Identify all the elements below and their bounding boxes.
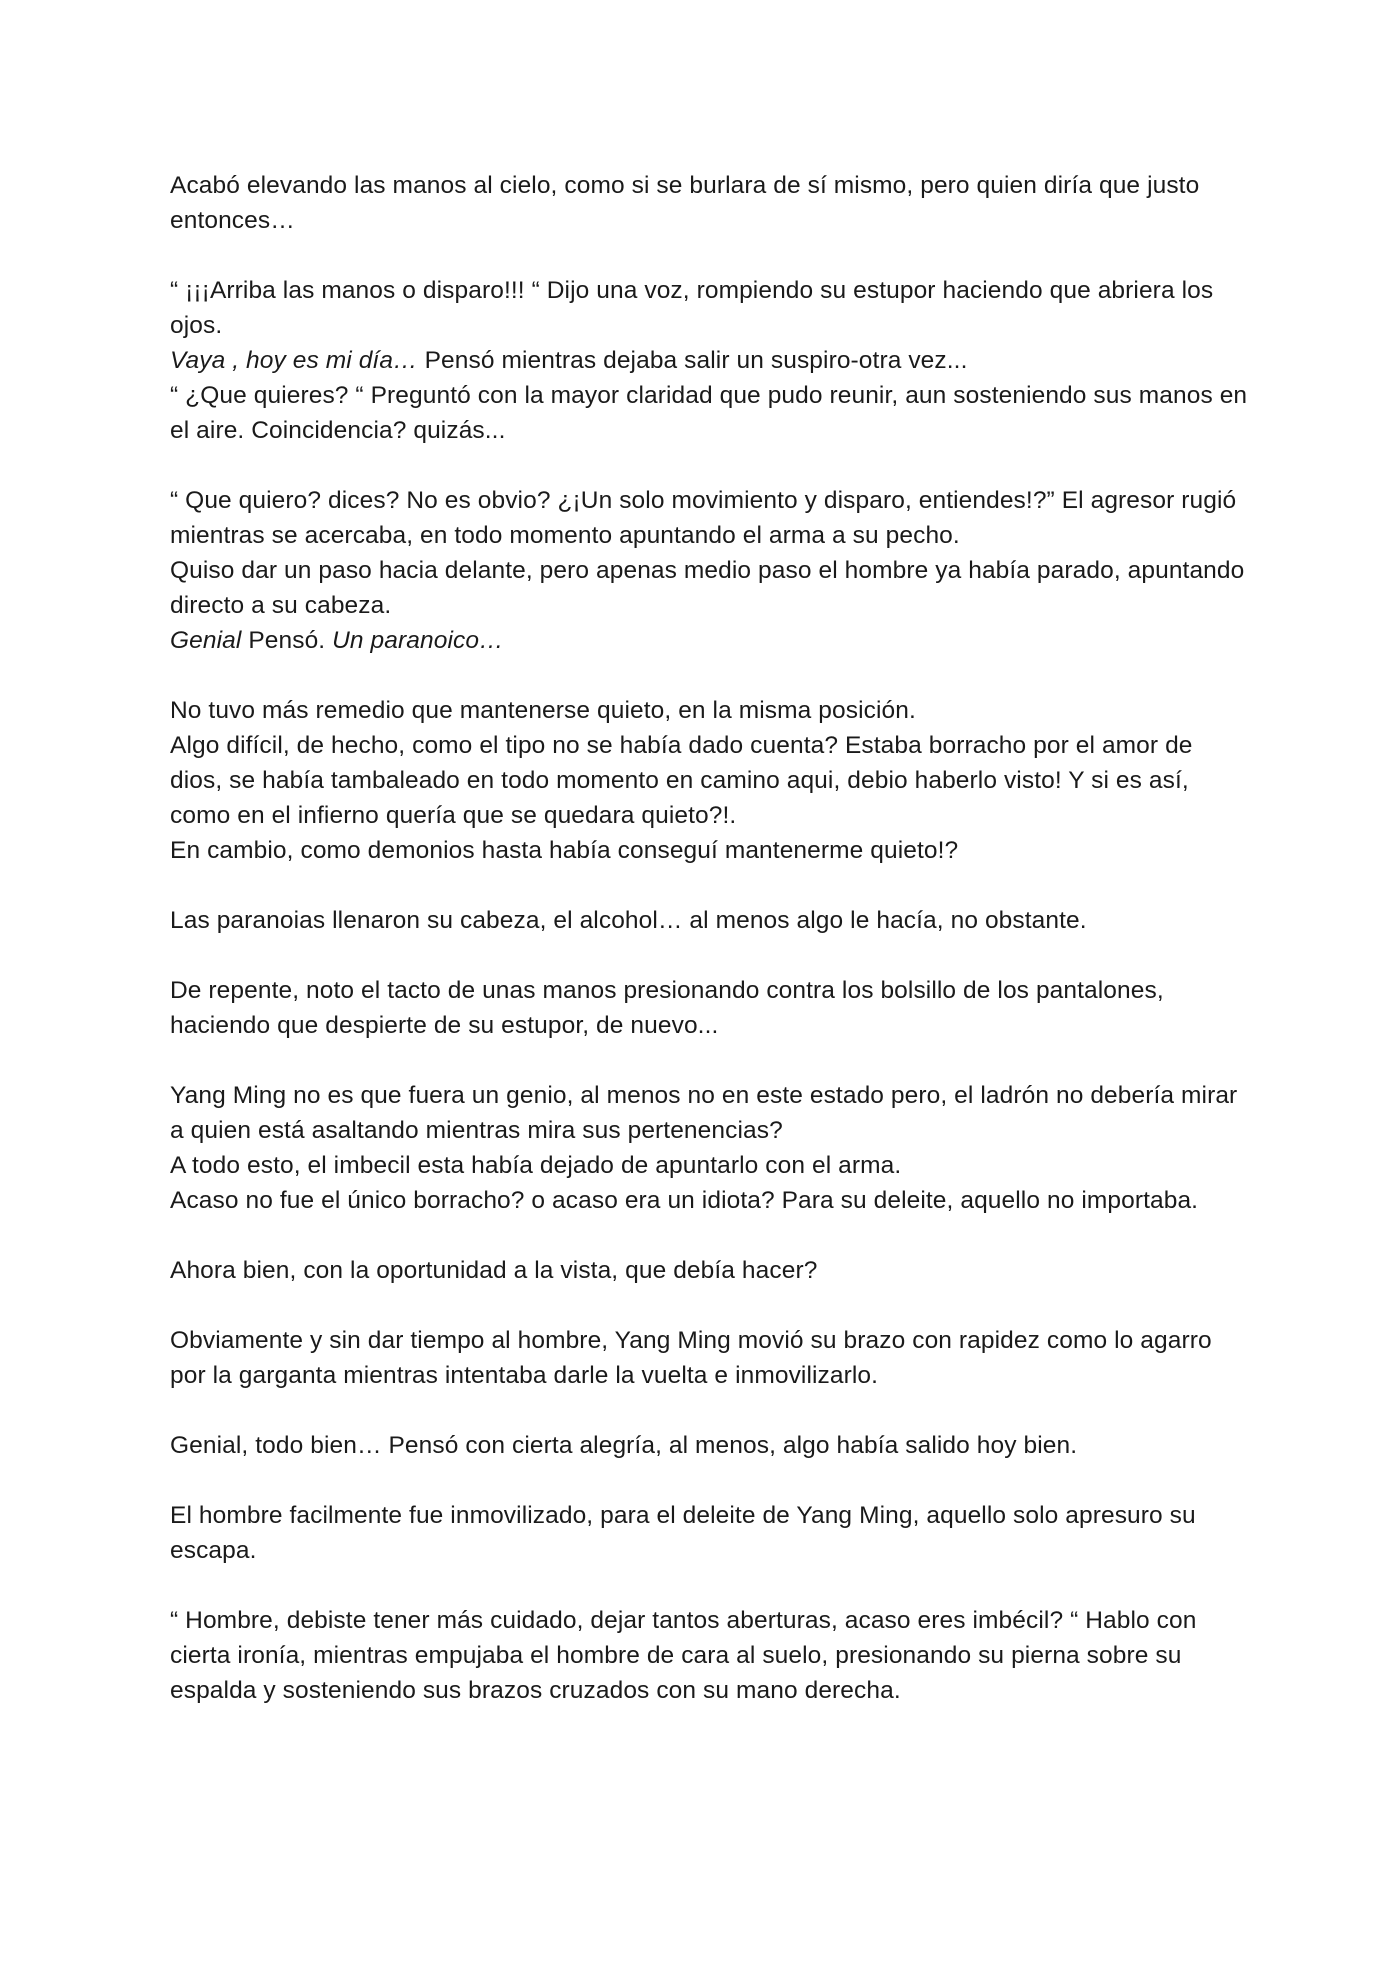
text-line <box>170 1183 1250 1218</box>
paragraph <box>170 1253 1250 1288</box>
text-segment: En cambio, como demonios hasta había conseguí mantenerme quieto!? <box>170 837 959 864</box>
text-line <box>170 1078 1250 1148</box>
text-segment: Pensó. <box>241 627 333 654</box>
text-segment: Quiso dar un paso hacia delante, pero apenas medio paso el hombre ya había parado, apuntando directo a su cabeza. <box>170 557 1245 619</box>
text-line <box>170 833 1250 868</box>
paragraph <box>170 1428 1250 1463</box>
text-line <box>170 1148 1250 1183</box>
text-segment: Genial, todo bien… Pensó con cierta alegría, al menos, algo había salido hoy bien. <box>170 1432 1078 1459</box>
text-line <box>170 728 1250 833</box>
text-line <box>170 1428 1250 1463</box>
text-segment: Algo difícil, de hecho, como el tipo no se había dado cuenta? Estaba borracho por el amor de dios, se había tambaleado en todo momento en camino aqui, debio haberlo visto! Y si es así, como en el infierno quería que se quedara quieto?!. <box>170 732 1193 829</box>
text-segment: De repente, noto el tacto de unas manos presionando contra los bolsillo de los pantalones, haciendo que despierte de su estupor, de nuevo... <box>170 977 1164 1039</box>
text-line <box>170 1498 1250 1568</box>
text-segment: “ ¡¡¡Arriba las manos o disparo!!! “ Dijo una voz, rompiendo su estupor haciendo que abriera los ojos. <box>170 277 1214 339</box>
paragraph <box>170 693 1250 868</box>
paragraph <box>170 973 1250 1043</box>
paragraph <box>170 903 1250 938</box>
text-line <box>170 553 1250 623</box>
paragraph <box>170 273 1250 448</box>
text-segment: Acaso no fue el único borracho? o acaso era un idiota? Para su deleite, aquello no importaba. <box>170 1187 1199 1214</box>
text-segment: Obviamente y sin dar tiempo al hombre, Yang Ming movió su brazo con rapidez como lo agarro por la garganta mientras intentaba darle la vuelta e inmovilizarlo. <box>170 1327 1212 1389</box>
text-segment: “ ¿Que quieres? “ Preguntó con la mayor claridad que pudo reunir, aun sosteniendo sus manos en el aire. Coincidencia? quizás... <box>170 382 1248 444</box>
text-segment: “ Que quiero? dices? No es obvio? ¿¡Un solo movimiento y disparo, entiendes!?” El agresor rugió mientras se acercaba, en todo momento apuntando el arma a su pecho. <box>170 487 1237 549</box>
text-line <box>170 693 1250 728</box>
text-segment: Las paranoias llenaron su cabeza, el alcohol… al menos algo le hacía, no obstante. <box>170 907 1087 934</box>
text-line <box>170 483 1250 553</box>
text-line <box>170 973 1250 1043</box>
text-line <box>170 623 1250 658</box>
text-segment: Pensó mientras dejaba salir un suspiro-otra vez... <box>417 347 968 374</box>
paragraph <box>170 483 1250 658</box>
paragraph <box>170 1498 1250 1568</box>
text-line <box>170 903 1250 938</box>
text-line <box>170 168 1250 238</box>
paragraph <box>170 1603 1250 1708</box>
paragraph <box>170 1078 1250 1218</box>
italic-text: Vaya , hoy es mi día… <box>170 347 418 374</box>
italic-text: Un paranoico… <box>332 627 504 654</box>
text-segment: Yang Ming no es que fuera un genio, al menos no en este estado pero, el ladrón no debería mirar a quien está asaltando mientras mira sus pertenencias? <box>170 1082 1238 1144</box>
text-line <box>170 1603 1250 1708</box>
text-segment: A todo esto, el imbecil esta había dejado de apuntarlo con el arma. <box>170 1152 902 1179</box>
italic-text: Genial <box>170 627 242 654</box>
text-segment: “ Hombre, debiste tener más cuidado, dejar tantos aberturas, acaso eres imbécil? “ Hablo con cierta ironía, mientras empujaba el hombre de cara al suelo, presionando su pierna sobre su espalda y sosteniendo sus brazos cruzados con su mano derecha. <box>170 1607 1197 1704</box>
text-line <box>170 273 1250 343</box>
text-segment: Acabó elevando las manos al cielo, como si se burlara de sí mismo, pero quien diría que justo entonces… <box>170 172 1200 234</box>
text-segment: No tuvo más remedio que mantenerse quieto, en la misma posición. <box>170 697 916 724</box>
text-line <box>170 1323 1250 1393</box>
paragraph <box>170 168 1250 238</box>
text-line <box>170 1253 1250 1288</box>
text-segment: Ahora bien, con la oportunidad a la vista, que debía hacer? <box>170 1257 818 1284</box>
text-line <box>170 378 1250 448</box>
text-segment: El hombre facilmente fue inmovilizado, para el deleite de Yang Ming, aquello solo apresuro su escapa. <box>170 1502 1196 1564</box>
text-line <box>170 343 1250 378</box>
paragraph <box>170 1323 1250 1393</box>
document-body <box>170 168 1250 1743</box>
